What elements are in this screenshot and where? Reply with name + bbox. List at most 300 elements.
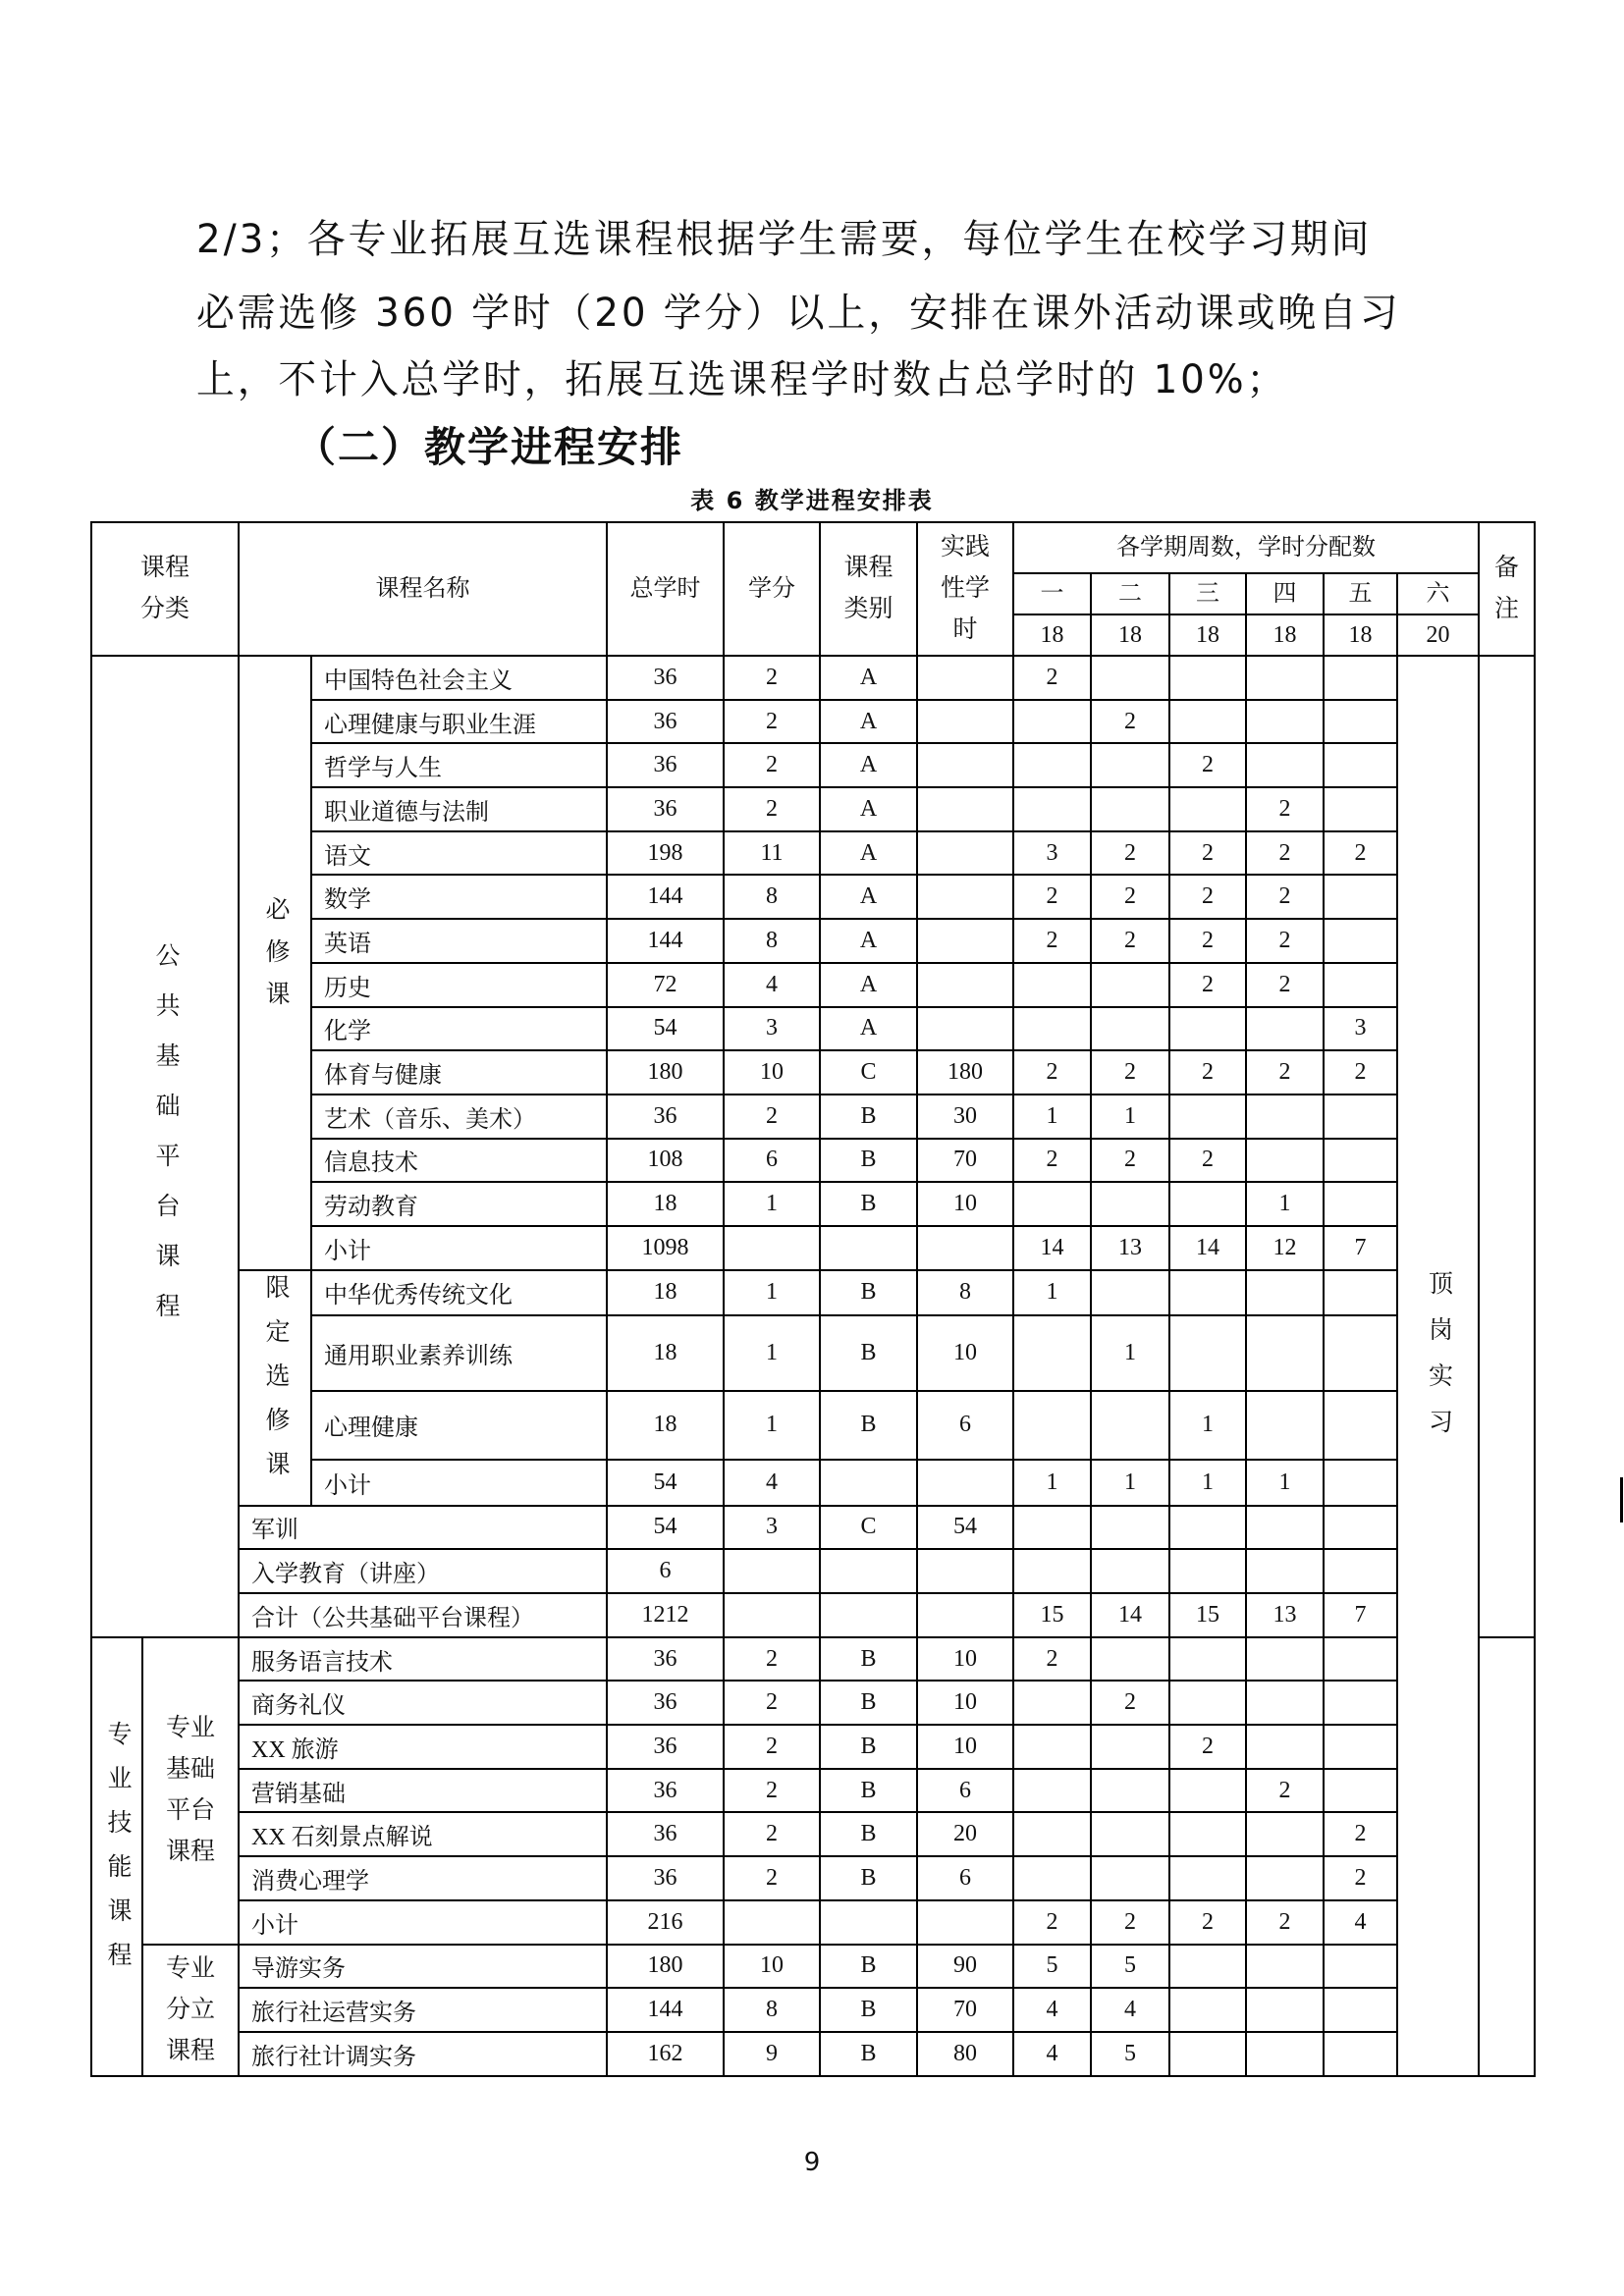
- header-weeks-1: 18: [1013, 614, 1091, 656]
- semester-3-cell: [1169, 1769, 1246, 1813]
- practice-hours-cell: [917, 875, 1013, 919]
- semester-5-cell: [1324, 1315, 1397, 1391]
- header-semester-2: 二: [1091, 573, 1169, 614]
- practice-hours-cell: 20: [917, 1812, 1013, 1856]
- table-caption: 表 6 教学进程安排表: [690, 487, 934, 514]
- semester-1-cell: 2: [1013, 656, 1091, 700]
- semester-5-cell: [1324, 1270, 1397, 1315]
- practice-hours-cell: 54: [917, 1506, 1013, 1550]
- course-type-cell: A: [820, 919, 917, 963]
- semester-3-cell: 2: [1169, 875, 1246, 919]
- semester-3-cell: [1169, 1095, 1246, 1139]
- semester-3-cell: [1169, 1856, 1246, 1900]
- semester-1-cell: [1013, 743, 1091, 787]
- practice-hours-cell: 90: [917, 1945, 1013, 1989]
- table-row: [91, 2032, 1535, 2076]
- semester-2-cell: [1091, 743, 1169, 787]
- semester-2-cell: 2: [1091, 1681, 1169, 1725]
- total-hours-cell: 36: [607, 1095, 724, 1139]
- course-type-cell: B: [820, 1945, 917, 1989]
- credits-cell: [724, 1226, 820, 1270]
- total-hours-cell: 198: [607, 831, 724, 876]
- table-row: [91, 1549, 1535, 1593]
- total-hours-cell: 144: [607, 919, 724, 963]
- semester-3-cell: 2: [1169, 1139, 1246, 1183]
- header-semester-6: 六: [1397, 573, 1479, 614]
- course-type-cell: A: [820, 656, 917, 700]
- semester-5-cell: [1324, 1681, 1397, 1725]
- total-hours-cell: 36: [607, 787, 724, 831]
- semester-3-cell: [1169, 1812, 1246, 1856]
- semester-3-cell: 2: [1169, 831, 1246, 876]
- credits-cell: 2: [724, 743, 820, 787]
- semester-1-cell: [1013, 787, 1091, 831]
- course-name-cell: 体育与健康: [311, 1050, 607, 1095]
- semester-1-cell: 1: [1013, 1270, 1091, 1315]
- course-name-cell: 职业道德与法制: [311, 787, 607, 831]
- credits-cell: 3: [724, 1506, 820, 1550]
- semester-1-cell: 2: [1013, 1139, 1091, 1183]
- practice-hours-cell: [917, 1226, 1013, 1270]
- remarks-cell-professional: [1479, 1637, 1535, 2076]
- course-type-cell: B: [820, 1270, 917, 1315]
- semester-3-cell: [1169, 1988, 1246, 2032]
- total-hours-cell: 54: [607, 1007, 724, 1051]
- semester-3-cell: 14: [1169, 1226, 1246, 1270]
- semester-2-cell: 4: [1091, 1988, 1169, 2032]
- course-type-cell: C: [820, 1050, 917, 1095]
- total-hours-cell: 180: [607, 1050, 724, 1095]
- practice-hours-cell: [917, 743, 1013, 787]
- semester-4-cell: [1246, 1725, 1324, 1769]
- course-type-cell: B: [820, 1681, 917, 1725]
- credits-cell: 9: [724, 2032, 820, 2076]
- semester-4-cell: [1246, 743, 1324, 787]
- semester-4-cell: [1246, 1856, 1324, 1900]
- semester-2-cell: [1091, 1725, 1169, 1769]
- total-hours-cell: 54: [607, 1460, 724, 1506]
- semester-5-cell: [1324, 1769, 1397, 1813]
- semester-5-cell: 2: [1324, 831, 1397, 876]
- semester-5-cell: [1324, 1988, 1397, 2032]
- paragraph-line-3: 上，不计入总学时，拓展互选课程学时数占总学时的 10%；: [196, 357, 1288, 402]
- course-name-cell: 语文: [311, 831, 607, 876]
- semester-3-cell: 15: [1169, 1593, 1246, 1637]
- practice-hours-cell: 6: [917, 1391, 1013, 1460]
- semester-2-cell: 2: [1091, 1050, 1169, 1095]
- remarks-cell-public: [1479, 656, 1535, 1637]
- header-weeks-4: 18: [1246, 614, 1324, 656]
- semester-5-cell: 3: [1324, 1007, 1397, 1051]
- schedule-table: [90, 521, 1536, 2077]
- course-name-cell: 旅行社计调实务: [239, 2032, 607, 2076]
- course-name-cell: 历史: [311, 963, 607, 1007]
- course-type-cell: B: [820, 1856, 917, 1900]
- course-type-cell: C: [820, 1506, 917, 1550]
- semester-3-cell: [1169, 1549, 1246, 1593]
- internship-note: [1397, 656, 1479, 2076]
- semester-5-cell: [1324, 700, 1397, 744]
- course-type-cell: B: [820, 1095, 917, 1139]
- semester-2-cell: [1091, 1769, 1169, 1813]
- credits-cell: 10: [724, 1050, 820, 1095]
- practice-hours-cell: 10: [917, 1637, 1013, 1682]
- paragraph-line-1: 2/3；各专业拓展互选课程根据学生需要，每位学生在校学习期间: [196, 217, 1373, 262]
- practice-hours-cell: 70: [917, 1139, 1013, 1183]
- credits-cell: 2: [724, 656, 820, 700]
- semester-5-cell: [1324, 1182, 1397, 1226]
- semester-1-cell: [1013, 1681, 1091, 1725]
- semester-4-cell: [1246, 1315, 1324, 1391]
- credits-cell: 2: [724, 1769, 820, 1813]
- course-type-cell: A: [820, 700, 917, 744]
- table-row: [91, 1270, 1535, 1315]
- semester-3-cell: 2: [1169, 919, 1246, 963]
- course-name-cell: 艺术（音乐、美术）: [311, 1095, 607, 1139]
- page-number: 9: [803, 2148, 821, 2177]
- semester-1-cell: 2: [1013, 919, 1091, 963]
- credits-cell: 1: [724, 1182, 820, 1226]
- header-course-type: 课程类别: [820, 522, 917, 656]
- header-weeks-5: 18: [1324, 614, 1397, 656]
- credits-cell: 8: [724, 1988, 820, 2032]
- section-heading: （二）教学进程安排: [295, 423, 684, 471]
- semester-2-cell: [1091, 963, 1169, 1007]
- semester-2-cell: [1091, 1637, 1169, 1682]
- semester-2-cell: 1: [1091, 1315, 1169, 1391]
- semester-3-cell: [1169, 1506, 1246, 1550]
- course-type-cell: A: [820, 787, 917, 831]
- header-semester-3: 三: [1169, 573, 1246, 614]
- semester-2-cell: [1091, 1182, 1169, 1226]
- course-name-cell: 劳动教育: [311, 1182, 607, 1226]
- course-name-cell: 英语: [311, 919, 607, 963]
- semester-5-cell: 2: [1324, 1856, 1397, 1900]
- semester-3-cell: 2: [1169, 1900, 1246, 1945]
- credits-cell: 2: [724, 1637, 820, 1682]
- semester-1-cell: [1013, 700, 1091, 744]
- semester-3-cell: [1169, 1182, 1246, 1226]
- semester-3-cell: 1: [1169, 1460, 1246, 1506]
- semester-2-cell: 5: [1091, 1945, 1169, 1989]
- semester-1-cell: 2: [1013, 1050, 1091, 1095]
- semester-1-cell: [1013, 1315, 1091, 1391]
- table-row: [91, 1593, 1535, 1637]
- practice-hours-cell: 6: [917, 1856, 1013, 1900]
- semester-2-cell: 1: [1091, 1095, 1169, 1139]
- semester-2-cell: [1091, 1812, 1169, 1856]
- semester-4-cell: 2: [1246, 1769, 1324, 1813]
- semester-4-cell: 2: [1246, 831, 1324, 876]
- practice-hours-cell: 80: [917, 2032, 1013, 2076]
- practice-hours-cell: [917, 1900, 1013, 1945]
- semester-2-cell: [1091, 1506, 1169, 1550]
- table-row: [91, 1945, 1535, 1989]
- total-hours-cell: 54: [607, 1506, 724, 1550]
- semester-4-cell: [1246, 2032, 1324, 2076]
- credits-cell: [724, 1900, 820, 1945]
- total-hours-cell: 144: [607, 875, 724, 919]
- total-hours-cell: 18: [607, 1182, 724, 1226]
- semester-4-cell: 2: [1246, 963, 1324, 1007]
- semester-5-cell: [1324, 1945, 1397, 1989]
- credits-cell: 1: [724, 1391, 820, 1460]
- semester-3-cell: [1169, 1270, 1246, 1315]
- semester-4-cell: 2: [1246, 1050, 1324, 1095]
- course-type-cell: [820, 1226, 917, 1270]
- group-professional-split: [142, 1945, 239, 2076]
- semester-5-cell: [1324, 1637, 1397, 1682]
- semester-2-cell: 2: [1091, 875, 1169, 919]
- credits-cell: 4: [724, 1460, 820, 1506]
- table-row: [91, 1725, 1535, 1769]
- total-hours-cell: 36: [607, 1769, 724, 1813]
- credits-cell: 4: [724, 963, 820, 1007]
- table-row: [91, 1506, 1535, 1550]
- semester-2-cell: 2: [1091, 1139, 1169, 1183]
- semester-2-cell: [1091, 1856, 1169, 1900]
- header-credits: 学分: [724, 522, 820, 656]
- semester-4-cell: [1246, 1549, 1324, 1593]
- table-row: [91, 1856, 1535, 1900]
- course-name-cell: 中华优秀传统文化: [311, 1270, 607, 1315]
- course-name-cell: 信息技术: [311, 1139, 607, 1183]
- course-type-cell: B: [820, 1812, 917, 1856]
- semester-3-cell: [1169, 1681, 1246, 1725]
- semester-1-cell: 2: [1013, 875, 1091, 919]
- semester-5-cell: [1324, 1095, 1397, 1139]
- course-name-cell: 商务礼仪: [239, 1681, 607, 1725]
- header-semester-4: 四: [1246, 573, 1324, 614]
- semester-5-cell: [1324, 743, 1397, 787]
- credits-cell: 8: [724, 919, 820, 963]
- semester-3-cell: [1169, 1007, 1246, 1051]
- semester-4-cell: [1246, 1270, 1324, 1315]
- course-name-cell: 通用职业素养训练: [311, 1315, 607, 1391]
- course-type-cell: B: [820, 2032, 917, 2076]
- semester-4-cell: 1: [1246, 1182, 1324, 1226]
- credits-cell: 2: [724, 1681, 820, 1725]
- course-type-cell: [820, 1593, 917, 1637]
- course-type-cell: B: [820, 1139, 917, 1183]
- semester-4-cell: [1246, 1812, 1324, 1856]
- course-type-cell: A: [820, 1007, 917, 1051]
- course-name-cell: 军训: [239, 1506, 607, 1550]
- header-category: 课程分类: [91, 522, 239, 656]
- header-total-hours: 总学时: [607, 522, 724, 656]
- total-hours-cell: 18: [607, 1391, 724, 1460]
- semester-2-cell: [1091, 656, 1169, 700]
- semester-5-cell: [1324, 875, 1397, 919]
- semester-5-cell: [1324, 787, 1397, 831]
- paragraph-line-2: 必需选修 360 学时（20 学分）以上，安排在课外活动课或晚自习: [196, 291, 1401, 336]
- semester-3-cell: [1169, 1945, 1246, 1989]
- course-type-cell: B: [820, 1769, 917, 1813]
- total-hours-cell: 180: [607, 1945, 724, 1989]
- semester-3-cell: [1169, 700, 1246, 744]
- total-hours-cell: 36: [607, 1725, 724, 1769]
- semester-4-cell: [1246, 1681, 1324, 1725]
- header-remarks: 备注: [1479, 522, 1535, 656]
- credits-cell: 2: [724, 1095, 820, 1139]
- course-name-cell: 中国特色社会主义: [311, 656, 607, 700]
- semester-1-cell: [1013, 1007, 1091, 1051]
- course-name-cell: 入学教育（讲座）: [239, 1549, 607, 1593]
- course-type-cell: A: [820, 743, 917, 787]
- semester-1-cell: 2: [1013, 1900, 1091, 1945]
- semester-1-cell: 15: [1013, 1593, 1091, 1637]
- course-name-cell: XX 旅游: [239, 1725, 607, 1769]
- semester-2-cell: [1091, 1549, 1169, 1593]
- credits-cell: 6: [724, 1139, 820, 1183]
- semester-4-cell: [1246, 1945, 1324, 1989]
- semester-2-cell: [1091, 1007, 1169, 1051]
- semester-2-cell: 1: [1091, 1460, 1169, 1506]
- credits-cell: 2: [724, 1725, 820, 1769]
- total-hours-cell: 36: [607, 656, 724, 700]
- semester-5-cell: 2: [1324, 1050, 1397, 1095]
- semester-5-cell: 7: [1324, 1226, 1397, 1270]
- semester-3-cell: [1169, 787, 1246, 831]
- semester-4-cell: 13: [1246, 1593, 1324, 1637]
- group-professional-split-label: 专业分立课程: [165, 1954, 215, 2064]
- credits-cell: [724, 1549, 820, 1593]
- header-weeks-3: 18: [1169, 614, 1246, 656]
- table-row: [91, 1900, 1535, 1945]
- semester-4-cell: [1246, 1007, 1324, 1051]
- course-name-cell: 哲学与人生: [311, 743, 607, 787]
- practice-hours-cell: [917, 1007, 1013, 1051]
- practice-hours-cell: 180: [917, 1050, 1013, 1095]
- header-practice-hours: 实践性学时: [917, 522, 1013, 656]
- semester-2-cell: [1091, 1391, 1169, 1460]
- semester-1-cell: [1013, 963, 1091, 1007]
- practice-hours-cell: [917, 700, 1013, 744]
- semester-5-cell: [1324, 2032, 1397, 2076]
- course-name-cell: 合计（公共基础平台课程）: [239, 1593, 607, 1637]
- semester-3-cell: [1169, 1637, 1246, 1682]
- practice-hours-cell: [917, 787, 1013, 831]
- semester-1-cell: [1013, 1506, 1091, 1550]
- total-hours-cell: 36: [607, 743, 724, 787]
- semester-4-cell: [1246, 656, 1324, 700]
- course-type-cell: B: [820, 1182, 917, 1226]
- semester-1-cell: 1: [1013, 1095, 1091, 1139]
- semester-2-cell: [1091, 787, 1169, 831]
- course-name-cell: 旅行社运营实务: [239, 1988, 607, 2032]
- semester-4-cell: [1246, 1988, 1324, 2032]
- total-hours-cell: 36: [607, 700, 724, 744]
- total-hours-cell: 18: [607, 1270, 724, 1315]
- semester-3-cell: 2: [1169, 1050, 1246, 1095]
- header-weeks-6: 20: [1397, 614, 1479, 656]
- semester-1-cell: [1013, 1725, 1091, 1769]
- credits-cell: 1: [724, 1270, 820, 1315]
- course-type-cell: [820, 1549, 917, 1593]
- practice-hours-cell: 10: [917, 1681, 1013, 1725]
- practice-hours-cell: [917, 1460, 1013, 1506]
- semester-4-cell: [1246, 1095, 1324, 1139]
- semester-2-cell: 2: [1091, 700, 1169, 744]
- course-name-cell: 心理健康与职业生涯: [311, 700, 607, 744]
- course-name-cell: 化学: [311, 1007, 607, 1051]
- semester-1-cell: 4: [1013, 1988, 1091, 2032]
- semester-3-cell: 2: [1169, 743, 1246, 787]
- semester-1-cell: 14: [1013, 1226, 1091, 1270]
- semester-4-cell: 2: [1246, 875, 1324, 919]
- semester-2-cell: 14: [1091, 1593, 1169, 1637]
- semester-1-cell: 4: [1013, 2032, 1091, 2076]
- total-hours-cell: 144: [607, 1988, 724, 2032]
- course-name-cell: 小计: [239, 1900, 607, 1945]
- semester-5-cell: [1324, 1460, 1397, 1506]
- semester-5-cell: [1324, 1506, 1397, 1550]
- semester-1-cell: 3: [1013, 831, 1091, 876]
- practice-hours-cell: 70: [917, 1988, 1013, 2032]
- semester-4-cell: 2: [1246, 787, 1324, 831]
- total-hours-cell: 36: [607, 1681, 724, 1725]
- total-hours-cell: 1098: [607, 1226, 724, 1270]
- table-row: [91, 1681, 1535, 1725]
- group-public-basic: [91, 656, 239, 1637]
- table-row: [91, 656, 1535, 700]
- credits-cell: 2: [724, 700, 820, 744]
- course-type-cell: B: [820, 1391, 917, 1460]
- course-name-cell: 数学: [311, 875, 607, 919]
- semester-4-cell: 12: [1246, 1226, 1324, 1270]
- semester-2-cell: 2: [1091, 919, 1169, 963]
- group-required-label: 必修课: [262, 895, 289, 1023]
- credits-cell: 2: [724, 1812, 820, 1856]
- semester-4-cell: [1246, 1637, 1324, 1682]
- semester-5-cell: [1324, 1391, 1397, 1460]
- course-name-cell: 心理健康: [311, 1391, 607, 1460]
- header-course-name: 课程名称: [239, 522, 607, 656]
- credits-cell: 2: [724, 787, 820, 831]
- course-type-cell: [820, 1900, 917, 1945]
- semester-4-cell: [1246, 1506, 1324, 1550]
- semester-1-cell: [1013, 1182, 1091, 1226]
- semester-5-cell: 4: [1324, 1900, 1397, 1945]
- total-hours-cell: 1212: [607, 1593, 724, 1637]
- internship-note-label: 顶岗实习: [1425, 1269, 1452, 1455]
- group-professional-skills-label: 专业技能课程: [104, 1720, 131, 1986]
- semester-3-cell: 1: [1169, 1391, 1246, 1460]
- semester-4-cell: 1: [1246, 1460, 1324, 1506]
- total-hours-cell: 36: [607, 1637, 724, 1682]
- total-hours-cell: 36: [607, 1856, 724, 1900]
- table-row: [91, 1637, 1535, 1682]
- course-name-cell: XX 石刻景点解说: [239, 1812, 607, 1856]
- total-hours-cell: 108: [607, 1139, 724, 1183]
- practice-hours-cell: [917, 831, 1013, 876]
- semester-5-cell: [1324, 1549, 1397, 1593]
- practice-hours-cell: 10: [917, 1725, 1013, 1769]
- header-semester-1: 一: [1013, 573, 1091, 614]
- semester-3-cell: [1169, 2032, 1246, 2076]
- course-type-cell: B: [820, 1637, 917, 1682]
- semester-1-cell: 1: [1013, 1460, 1091, 1506]
- semester-5-cell: [1324, 919, 1397, 963]
- semester-1-cell: 5: [1013, 1945, 1091, 1989]
- semester-4-cell: [1246, 1139, 1324, 1183]
- group-limited-elective-label: 限定选修课: [262, 1273, 289, 1495]
- semester-1-cell: [1013, 1769, 1091, 1813]
- semester-5-cell: [1324, 963, 1397, 1007]
- course-type-cell: B: [820, 1988, 917, 2032]
- table-row: [91, 1988, 1535, 2032]
- group-professional-base: [142, 1637, 239, 1945]
